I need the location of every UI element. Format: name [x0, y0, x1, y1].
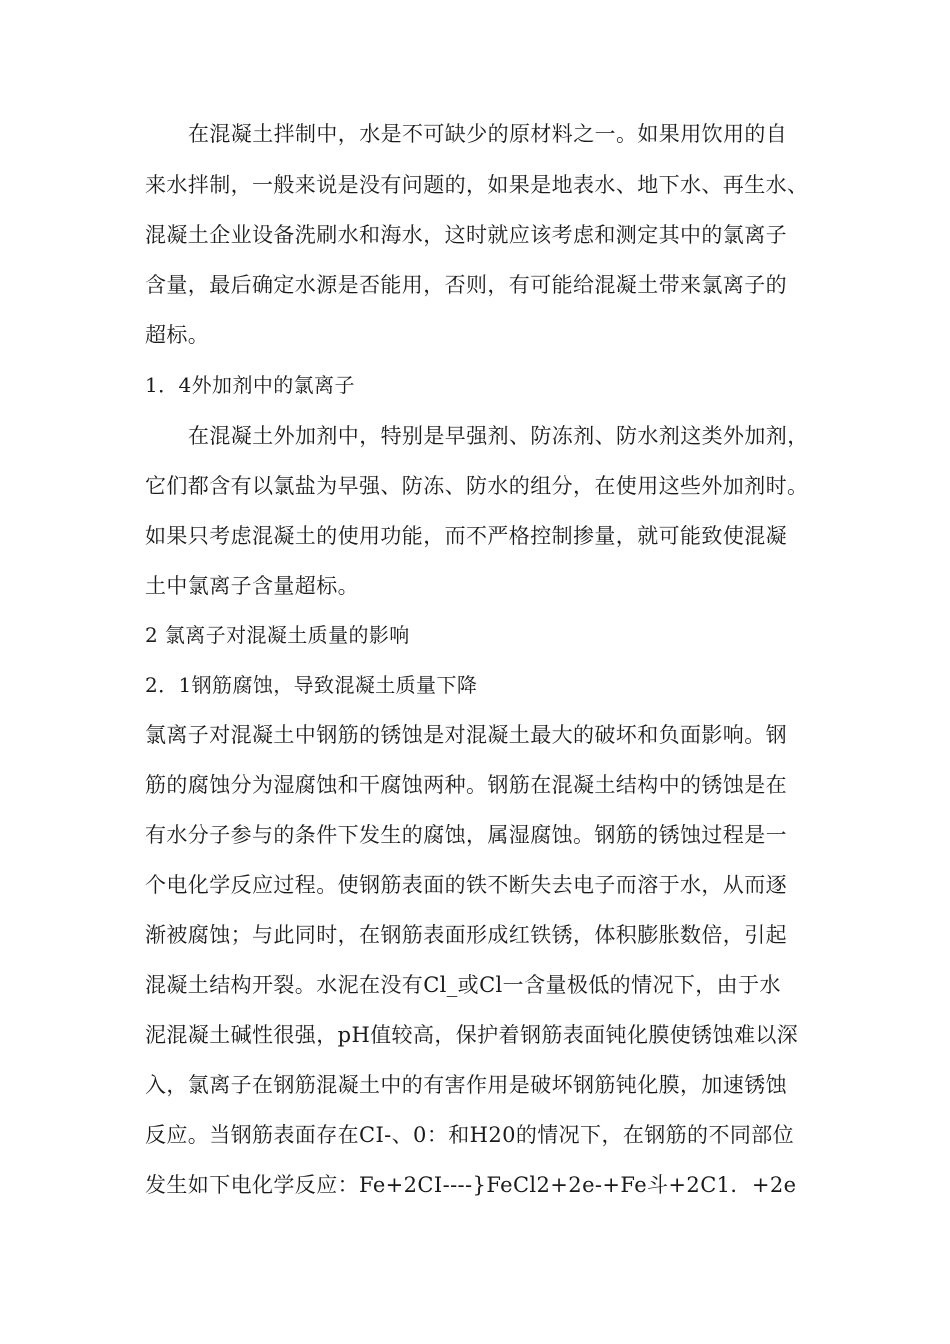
paragraph-line: 含量，最后确定水源是否能用，否则，有可能给混凝土带来氯离子的 — [145, 273, 787, 297]
subsection-heading: 2．1钢筋腐蚀，导致混凝土质量下降 — [145, 673, 478, 697]
paragraph-line: 混凝土结构开裂。水泥在没有Cl_或Cl一含量极低的情况下，由于水 — [145, 973, 781, 997]
paragraph-line: 如果只考虑混凝土的使用功能，而不严格控制掺量，就可能致使混凝 — [145, 524, 787, 548]
paragraph-line: 个电化学反应过程。使钢筋表面的铁不断失去电子而溶于水，从而逐 — [145, 873, 787, 897]
paragraph-line: 在混凝土外加剂中，特别是早强剂、防冻剂、防水剂这类外加剂， — [188, 424, 809, 448]
section-heading: 2 氯离子对混凝土质量的影响 — [145, 623, 410, 647]
paragraph-line: 土中氯离子含量超标。 — [145, 574, 359, 598]
paragraph-line: 在混凝土拌制中，水是不可缺少的原材料之一。如果用饮用的自 — [188, 122, 788, 146]
paragraph-line: 入，氯离子在钢筋混凝土中的有害作用是破坏钢筋钝化膜，加速锈蚀 — [145, 1073, 787, 1097]
paragraph-line: 氯离子对混凝土中钢筋的锈蚀是对混凝土最大的破坏和负面影响。钢 — [145, 723, 787, 747]
paragraph-line: 它们都含有以氯盐为早强、防冻、防水的组分，在使用这些外加剂时。 — [145, 474, 809, 498]
paragraph-line: 发生如下电化学反应：Fe+2CI----}FeCl2+2e-+Fe斗+2C1．+2e — [145, 1173, 797, 1197]
paragraph-line: 反应。当钢筋表面存在CI-、0：和H20的情况下，在钢筋的不同部位 — [145, 1123, 795, 1147]
paragraph-line: 来水拌制，一般来说是没有问题的，如果是地表水、地下水、再生水、 — [145, 173, 809, 197]
paragraph-line: 渐被腐蚀；与此同时，在钢筋表面形成红铁锈，体积膨胀数倍，引起 — [145, 923, 787, 947]
paragraph-line: 筋的腐蚀分为湿腐蚀和干腐蚀两种。钢筋在混凝土结构中的锈蚀是在 — [145, 773, 787, 797]
paragraph-line: 泥混凝土碱性很强，pH值较高，保护着钢筋表面钝化膜使锈蚀难以深 — [145, 1023, 799, 1047]
paragraph-line: 有水分子参与的条件下发生的腐蚀，属湿腐蚀。钢筋的锈蚀过程是一 — [145, 823, 787, 847]
paragraph-line: 超标。 — [145, 323, 210, 347]
paragraph-line: 混凝土企业设备洗刷水和海水，这时就应该考虑和测定其中的氯离子 — [145, 223, 787, 247]
section-heading: 1．4外加剂中的氯离子 — [145, 373, 355, 397]
